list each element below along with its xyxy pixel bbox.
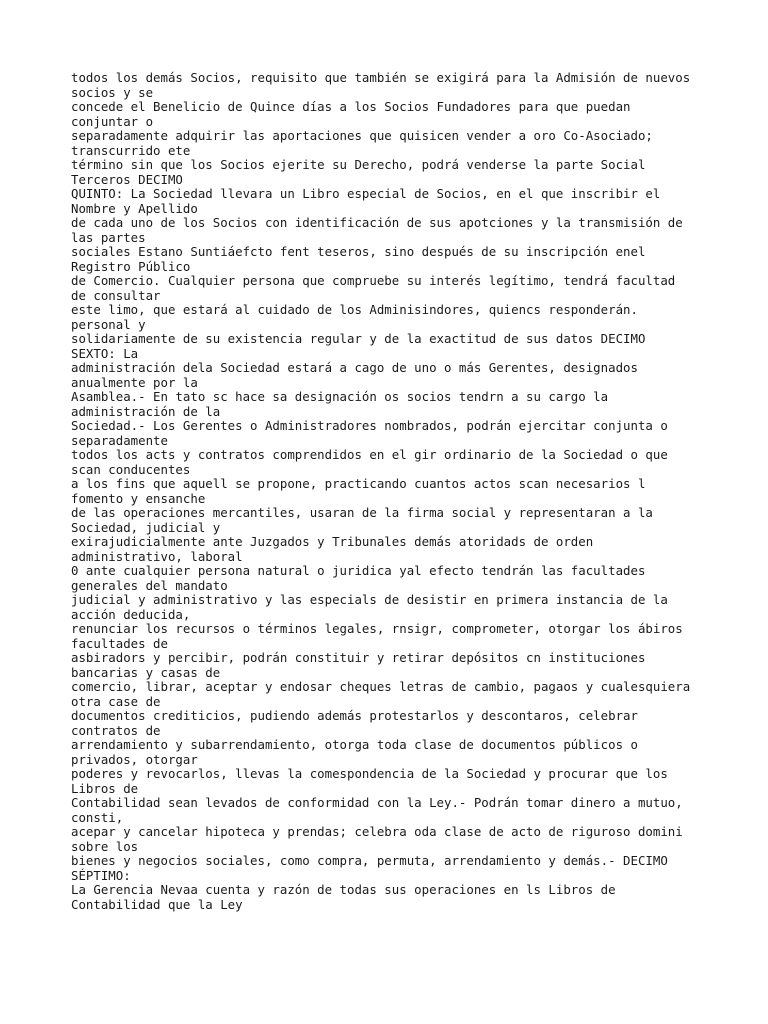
document-text-line: facultades de xyxy=(71,635,168,651)
document-text-line: consti, xyxy=(71,809,124,825)
document-text-line: todos los demás Socios, requisito que también se exigirá para la Admisión de nuevos xyxy=(71,70,691,85)
document-text-line: este limo, que estará al cuidado de los Adminisindores, quiencs responderán. xyxy=(71,302,638,317)
document-text-line: contratos de xyxy=(71,722,161,738)
document-text-line: todos los acts y contratos comprendidos en el gir ordinario de la Sociedad o que xyxy=(71,447,668,462)
document-text-line: de consultar xyxy=(71,287,161,303)
document-text-line: poderes y revocarlos, llevas la comespondencia de la Sociedad y procurar que los xyxy=(71,766,668,781)
document-text-line: arrendamiento y subarrendamiento, otorga toda clase de documentos públicos o xyxy=(71,737,638,752)
document-text-line: solidariamente de su existencia regular y de la exactitud de sus datos DECIMO xyxy=(71,331,646,346)
document-text-line: de Comercio. Cualquier persona que compruebe su interés legítimo, tendrá facultad xyxy=(71,273,676,288)
document-body-text xyxy=(71,71,761,912)
document-text-line: SÉPTIMO: xyxy=(71,867,131,883)
document-text-line: renunciar los recursos o términos legales, rnsigr, comprometer, otorgar los ábiros xyxy=(71,621,683,636)
document-text-line: transcurrido ete xyxy=(71,142,191,158)
document-text-line: anualmente por la xyxy=(71,374,198,390)
document-text-line: Asamblea.- En tato sc hace sa designación os socios tendrn a su cargo la xyxy=(71,389,609,404)
document-text-line: Registro Público xyxy=(71,258,191,274)
document-text-line: acción deducida, xyxy=(71,606,191,622)
document-text-line: privados, otorgar xyxy=(71,751,198,767)
document-text-line: bienes y negocios sociales, como compra, permuta, arrendamiento y demás.- DECIMO xyxy=(71,853,668,868)
document-text-line: sobre los xyxy=(71,838,139,854)
document-text-line: sociales Estano Suntiáefcto fent teseros, sino después de su inscripción enel xyxy=(71,244,646,259)
document-text-line: Nombre y Apellido xyxy=(71,200,198,216)
document-text-line: conjuntar o xyxy=(71,113,154,129)
document-text-line: administración dela Sociedad estará a cago de uno o más Gerentes, designados xyxy=(71,360,638,375)
document-text-line: separadamente adquirir las aportaciones que quisicen vender a oro Co-Asociado; xyxy=(71,128,653,143)
document-text-line: generales del mandato xyxy=(71,577,228,593)
document-text-line: Contabilidad que la Ley xyxy=(71,896,243,912)
document-text-line: administrativo, laboral xyxy=(71,548,243,564)
document-text-line: judicial y administrativo y las especials de desistir en primera instancia de la xyxy=(71,592,668,607)
document-text-line: asbiradors y percibir, podrán constituir y retirar depósitos cn instituciones xyxy=(71,650,646,665)
document-text-line: fomento y ensanche xyxy=(71,490,206,506)
document-text-line: de las operaciones mercantiles, usaran de la firma social y representaran a la xyxy=(71,505,653,520)
document-text-line: La Gerencia Nevaa cuenta y razón de todas sus operaciones en ls Libros de xyxy=(71,882,616,897)
document-text-line: término sin que los Socios ejerite su Derecho, podrá venderse la parte Social xyxy=(71,157,646,172)
document-text-line: Sociedad, judicial y xyxy=(71,519,221,535)
document-text-line: scan conducentes xyxy=(71,461,191,477)
document-text-line: SEXTO: La xyxy=(71,345,139,361)
document-text-line: Libros de xyxy=(71,780,139,796)
document-text-line: bancarias y casas de xyxy=(71,664,221,680)
document-text-line: 0 ante cualquier persona natural o juridica yal efecto tendrán las facultades xyxy=(71,563,646,578)
document-text-line: de cada uno de los Socios con identificación de sus apotciones y la transmisión de xyxy=(71,215,683,230)
document-text-line: Terceros DECIMO xyxy=(71,171,183,187)
document-text-line: personal y xyxy=(71,316,146,332)
document-text-line: a los fins que aquell se propone, practicando cuantos actos scan necesarios l xyxy=(71,476,646,491)
document-text-line: las partes xyxy=(71,229,146,245)
document-text-line: acepar y cancelar hipoteca y prendas; celebra oda clase de acto de riguroso domini xyxy=(71,824,683,839)
document-text-line: documentos crediticios, pudiendo además protestarlos y descontaros, celebrar xyxy=(71,708,638,723)
document-text-line: separadamente xyxy=(71,432,168,448)
document-text-line: socios y se xyxy=(71,84,154,100)
document-text-line: Contabilidad sean levados de conformidad con la Ley.- Podrán tomar dinero a mutuo, xyxy=(71,795,683,810)
document-text-line: administración de la xyxy=(71,403,221,419)
document-text-line: exirajudicialmente ante Juzgados y Tribunales demás atoridads de orden xyxy=(71,534,594,549)
document-text-line: otra case de xyxy=(71,693,161,709)
document-text-line: concede el Benelicio de Quince días a los Socios Fundadores para que puedan xyxy=(71,99,631,114)
document-text-line: comercio, librar, aceptar y endosar cheques letras de cambio, pagaos y cualesquiera xyxy=(71,679,691,694)
document-text-line: QUINTO: La Sociedad llevara un Libro especial de Socios, en el que inscribir el xyxy=(71,186,661,201)
document-text-line: Sociedad.- Los Gerentes o Administradores nombrados, podrán ejercitar conjunta o xyxy=(71,418,668,433)
